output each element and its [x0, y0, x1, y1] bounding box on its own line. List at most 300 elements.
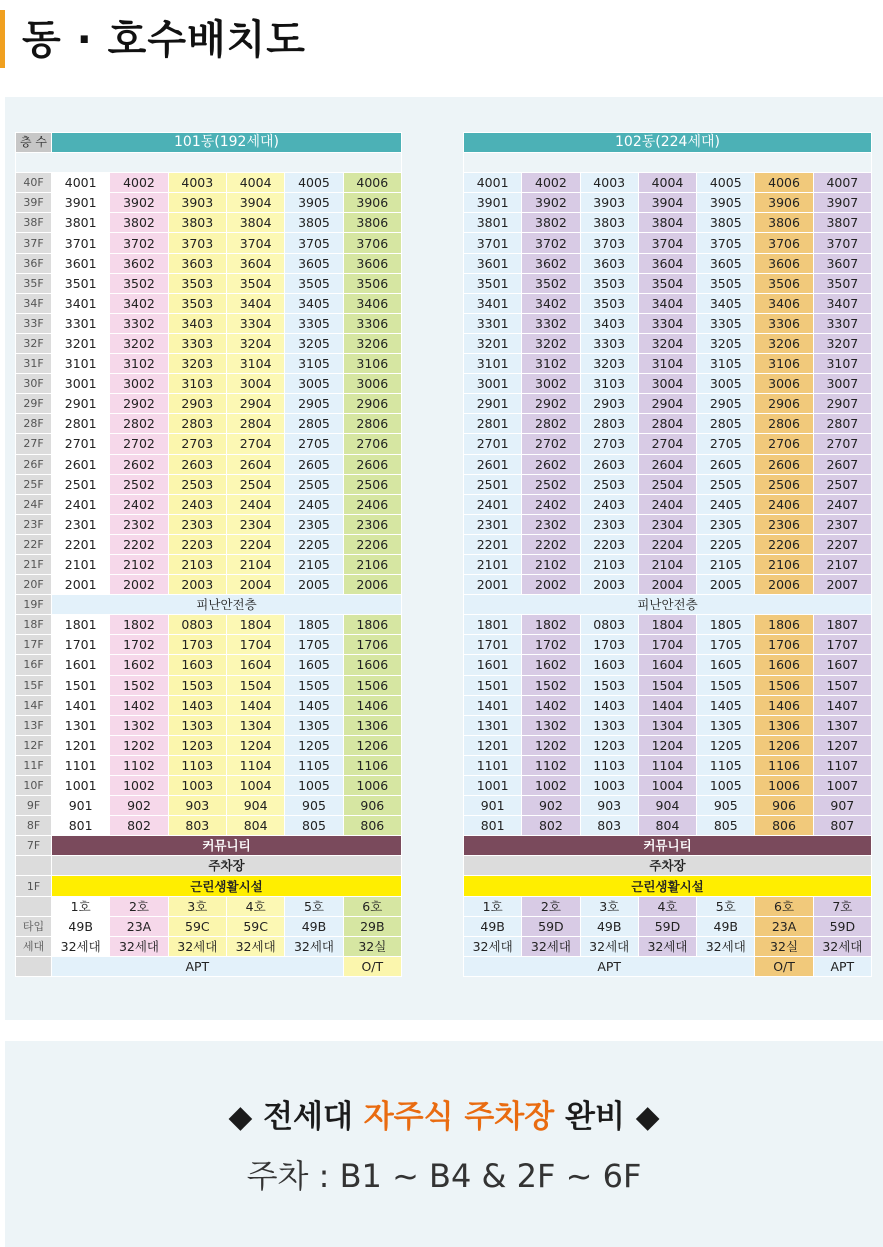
unit-cell: 807 — [813, 816, 871, 836]
unit-cell: 3006 — [343, 374, 401, 394]
unit-cell: 0803 — [580, 615, 638, 635]
unit-cell: 1702 — [522, 635, 580, 655]
usage-ot: O/T — [755, 956, 813, 976]
floor-label: 23F — [16, 514, 52, 534]
unit-cell: 1105 — [697, 755, 755, 775]
unit-cell: 3402 — [110, 293, 168, 313]
unit-cell: 2404 — [638, 494, 696, 514]
unit-cell: 2603 — [168, 454, 226, 474]
unit-cell: 2405 — [697, 494, 755, 514]
unit-cell: 1306 — [343, 715, 401, 735]
unit-cell: 3701 — [52, 233, 110, 253]
floor-label: 11F — [16, 755, 52, 775]
unit-number-label: 2호 — [522, 896, 580, 916]
unit-cell: 1101 — [464, 755, 522, 775]
unit-cell: 1802 — [110, 615, 168, 635]
unit-cell: 3202 — [110, 333, 168, 353]
floor-label — [16, 856, 52, 876]
floor-label: 22F — [16, 534, 52, 554]
unit-cell: 904 — [226, 796, 284, 816]
unit-number-label: 3호 — [580, 896, 638, 916]
unit-cell: 1207 — [813, 735, 871, 755]
unit-cell: 2007 — [813, 575, 871, 595]
unit-cell: 1301 — [52, 715, 110, 735]
unit-cell: 3401 — [52, 293, 110, 313]
unit-cell: 1605 — [285, 655, 343, 675]
unit-cell: 3306 — [343, 313, 401, 333]
unit-cell: 2204 — [226, 534, 284, 554]
unit-cell: 1701 — [464, 635, 522, 655]
unit-cell: 1801 — [464, 615, 522, 635]
unit-type: 59C — [226, 916, 284, 936]
unit-cell: 3206 — [755, 333, 813, 353]
unit-cell: 1305 — [285, 715, 343, 735]
floor-label: 36F — [16, 253, 52, 273]
unit-cell: 3105 — [285, 354, 343, 374]
unit-cell: 2903 — [168, 394, 226, 414]
unit-cell: 905 — [285, 796, 343, 816]
household-count: 32실 — [343, 936, 401, 956]
unit-cell: 2306 — [755, 514, 813, 534]
refuge-floor-label: 피난안전층 — [52, 595, 402, 615]
unit-cell: 2503 — [168, 474, 226, 494]
unit-cell: 1402 — [522, 695, 580, 715]
floor-label: 34F — [16, 293, 52, 313]
unit-cell: 4002 — [522, 173, 580, 193]
unit-cell: 2103 — [580, 554, 638, 574]
unit-cell: 3405 — [697, 293, 755, 313]
unit-cell: 2402 — [110, 494, 168, 514]
unit-cell: 1401 — [52, 695, 110, 715]
unit-cell: 1705 — [697, 635, 755, 655]
unit-cell: 3406 — [755, 293, 813, 313]
unit-cell: 3004 — [226, 374, 284, 394]
unit-cell: 3002 — [522, 374, 580, 394]
unit-cell: 3605 — [697, 253, 755, 273]
unit-cell: 1205 — [697, 735, 755, 755]
unit-cell: 1006 — [343, 776, 401, 796]
unit-cell: 3407 — [813, 293, 871, 313]
unit-cell: 3805 — [697, 213, 755, 233]
unit-cell: 2102 — [522, 554, 580, 574]
unit-cell: 3301 — [52, 313, 110, 333]
unit-number-label: 6호 — [755, 896, 813, 916]
unit-cell: 2906 — [343, 394, 401, 414]
unit-cell: 2406 — [755, 494, 813, 514]
unit-cell: 2106 — [755, 554, 813, 574]
unit-cell: 2302 — [110, 514, 168, 534]
unit-cell: 3902 — [110, 193, 168, 213]
unit-number-label: 5호 — [285, 896, 343, 916]
unit-cell: 2805 — [697, 414, 755, 434]
unit-cell: 1806 — [343, 615, 401, 635]
unit-cell: 3502 — [522, 273, 580, 293]
unit-cell: 1602 — [522, 655, 580, 675]
unit-cell: 906 — [343, 796, 401, 816]
unit-cell: 905 — [697, 796, 755, 816]
unit-cell: 2202 — [110, 534, 168, 554]
unit-cell: 801 — [464, 816, 522, 836]
unit-cell: 1501 — [52, 675, 110, 695]
unit-cell: 805 — [697, 816, 755, 836]
unit-cell: 2205 — [285, 534, 343, 554]
household-count: 32실 — [755, 936, 813, 956]
unit-cell: 3601 — [464, 253, 522, 273]
unit-cell: 2902 — [522, 394, 580, 414]
diamond-icon: ◆ — [635, 1099, 660, 1135]
unit-cell: 3705 — [697, 233, 755, 253]
floor-label: 31F — [16, 354, 52, 374]
unit-type: 49B — [580, 916, 638, 936]
unit-cell: 3403 — [168, 313, 226, 333]
floor-label: 29F — [16, 394, 52, 414]
unit-cell: 2706 — [755, 434, 813, 454]
unit-number-label: 1호 — [464, 896, 522, 916]
unit-cell: 1506 — [343, 675, 401, 695]
unit-cell: 3802 — [110, 213, 168, 233]
unit-cell: 2501 — [464, 474, 522, 494]
unit-cell: 1506 — [755, 675, 813, 695]
unit-cell: 1706 — [343, 635, 401, 655]
unit-cell: 3501 — [52, 273, 110, 293]
unit-cell: 2106 — [343, 554, 401, 574]
unit-cell: 1103 — [168, 755, 226, 775]
unit-cell: 1004 — [638, 776, 696, 796]
unit-cell: 904 — [638, 796, 696, 816]
unit-cell: 803 — [580, 816, 638, 836]
unit-cell: 2304 — [638, 514, 696, 534]
unit-cell: 1805 — [285, 615, 343, 635]
unit-cell: 2407 — [813, 494, 871, 514]
household-count: 32세대 — [638, 936, 696, 956]
unit-type: 59C — [168, 916, 226, 936]
unit-cell: 3706 — [343, 233, 401, 253]
unit-cell: 2306 — [343, 514, 401, 534]
unit-type: 23A — [110, 916, 168, 936]
unit-cell: 3806 — [755, 213, 813, 233]
unit-cell: 1603 — [580, 655, 638, 675]
unit-cell: 1001 — [52, 776, 110, 796]
unit-cell: 3302 — [110, 313, 168, 333]
unit-cell: 2205 — [697, 534, 755, 554]
unit-cell: 802 — [110, 816, 168, 836]
unit-cell: 2701 — [464, 434, 522, 454]
unit-cell: 3403 — [580, 313, 638, 333]
unit-cell: 2003 — [168, 575, 226, 595]
retail-floor-label: 근린생활시설 — [464, 876, 872, 896]
unit-cell: 3001 — [464, 374, 522, 394]
floor-label: 33F — [16, 313, 52, 333]
unit-cell: 2302 — [522, 514, 580, 534]
unit-cell: 1704 — [226, 635, 284, 655]
unit-cell: 3103 — [580, 374, 638, 394]
unit-cell: 2301 — [52, 514, 110, 534]
unit-cell: 3902 — [522, 193, 580, 213]
unit-cell: 4003 — [168, 173, 226, 193]
units-row-label: 세대 — [16, 936, 52, 956]
unit-cell: 1002 — [110, 776, 168, 796]
unit-cell: 2701 — [52, 434, 110, 454]
unit-cell: 4001 — [464, 173, 522, 193]
unit-cell: 3404 — [638, 293, 696, 313]
unit-cell: 3901 — [52, 193, 110, 213]
page-title: 동 · 호수배치도 — [22, 17, 306, 63]
unit-cell: 3201 — [52, 333, 110, 353]
unit-cell: 1306 — [755, 715, 813, 735]
unit-cell: 3503 — [580, 273, 638, 293]
unit-cell: 1203 — [168, 735, 226, 755]
unit-cell: 3204 — [638, 333, 696, 353]
floor-label: 16F — [16, 655, 52, 675]
unit-cell: 1804 — [226, 615, 284, 635]
unit-cell: 2804 — [638, 414, 696, 434]
unit-cell: 1202 — [110, 735, 168, 755]
unit-cell: 2801 — [52, 414, 110, 434]
unit-cell: 801 — [52, 816, 110, 836]
unit-number-label: 6호 — [343, 896, 401, 916]
unit-cell: 3305 — [285, 313, 343, 333]
unit-cell: 3501 — [464, 273, 522, 293]
usage-apt: APT — [52, 956, 344, 976]
unit-cell: 3106 — [755, 354, 813, 374]
unit-cell: 3506 — [343, 273, 401, 293]
unit-cell: 4004 — [638, 173, 696, 193]
unit-cell: 2004 — [226, 575, 284, 595]
floor-label: 30F — [16, 374, 52, 394]
unit-cell: 2305 — [285, 514, 343, 534]
usage-ot: O/T — [343, 956, 401, 976]
parking-headline — [5, 1091, 883, 1136]
unit-cell: 1102 — [110, 755, 168, 775]
unit-cell: 2504 — [226, 474, 284, 494]
unit-cell: 2402 — [522, 494, 580, 514]
unit-type: 59D — [638, 916, 696, 936]
floor-label: 35F — [16, 273, 52, 293]
unit-cell: 1806 — [755, 615, 813, 635]
unit-cell: 1106 — [343, 755, 401, 775]
unit-cell: 2906 — [755, 394, 813, 414]
unit-cell: 2806 — [755, 414, 813, 434]
unit-cell: 2507 — [813, 474, 871, 494]
unit-cell: 2401 — [52, 494, 110, 514]
unit-cell: 2005 — [285, 575, 343, 595]
unit-cell: 2107 — [813, 554, 871, 574]
floor-label: 26F — [16, 454, 52, 474]
unit-cell: 3607 — [813, 253, 871, 273]
unit-cell: 3102 — [522, 354, 580, 374]
usage-row-label — [16, 956, 52, 976]
unit-cell: 2907 — [813, 394, 871, 414]
unit-cell: 1402 — [110, 695, 168, 715]
unit-cell: 1403 — [168, 695, 226, 715]
unit-cell: 1801 — [52, 615, 110, 635]
unit-cell: 3807 — [813, 213, 871, 233]
floor-label: 12F — [16, 735, 52, 755]
unit-cell: 3101 — [52, 354, 110, 374]
unit-cell: 2506 — [755, 474, 813, 494]
unit-type: 29B — [343, 916, 401, 936]
unit-cell: 3602 — [110, 253, 168, 273]
floor-label: 13F — [16, 715, 52, 735]
unit-cell: 2707 — [813, 434, 871, 454]
unit-cell: 2006 — [755, 575, 813, 595]
floor-label: 20F — [16, 575, 52, 595]
usage-apt: APT — [813, 956, 871, 976]
unit-cell: 2801 — [464, 414, 522, 434]
unit-cell: 2006 — [343, 575, 401, 595]
floor-label: 17F — [16, 635, 52, 655]
unit-cell: 3505 — [697, 273, 755, 293]
unit-number-label: 4호 — [226, 896, 284, 916]
unit-cell: 1204 — [226, 735, 284, 755]
unit-cell: 2604 — [226, 454, 284, 474]
unit-cell: 2502 — [522, 474, 580, 494]
unit-cell: 3603 — [580, 253, 638, 273]
unit-cell: 2506 — [343, 474, 401, 494]
unit-cell: 2104 — [638, 554, 696, 574]
unit-cell: 806 — [755, 816, 813, 836]
unit-number-label: 2호 — [110, 896, 168, 916]
unit-cell: 3005 — [697, 374, 755, 394]
unit-cell: 3804 — [638, 213, 696, 233]
household-count: 32세대 — [580, 936, 638, 956]
unit-cell: 2405 — [285, 494, 343, 514]
unit-cell: 3803 — [168, 213, 226, 233]
unit-cell: 2207 — [813, 534, 871, 554]
unit-cell: 2404 — [226, 494, 284, 514]
unit-number-label: 5호 — [697, 896, 755, 916]
unit-cell: 2601 — [52, 454, 110, 474]
unit-cell: 3504 — [638, 273, 696, 293]
unit-cell: 3906 — [755, 193, 813, 213]
unit-cell: 1302 — [110, 715, 168, 735]
unit-cell: 3906 — [343, 193, 401, 213]
unit-cell: 1003 — [580, 776, 638, 796]
unit-cell: 1505 — [285, 675, 343, 695]
household-count: 32세대 — [226, 936, 284, 956]
unit-cell: 3103 — [168, 374, 226, 394]
unit-cell: 3905 — [697, 193, 755, 213]
unit-cell: 3701 — [464, 233, 522, 253]
unit-cell: 1206 — [755, 735, 813, 755]
unit-cell: 3102 — [110, 354, 168, 374]
unit-cell: 3305 — [697, 313, 755, 333]
unit-cell: 1005 — [697, 776, 755, 796]
unit-cell: 3604 — [226, 253, 284, 273]
unit-cell: 1706 — [755, 635, 813, 655]
unit-cell: 2804 — [226, 414, 284, 434]
unit-cell: 2206 — [755, 534, 813, 554]
floor-label: 1F — [16, 876, 52, 896]
unit-cell: 3005 — [285, 374, 343, 394]
unit-cell: 4005 — [697, 173, 755, 193]
unit-cell: 2105 — [697, 554, 755, 574]
unit-cell: 3006 — [755, 374, 813, 394]
headline-text-b: 완비 — [565, 1099, 625, 1135]
floor-label: 15F — [16, 675, 52, 695]
unit-cell: 1504 — [226, 675, 284, 695]
unit-cell: 2104 — [226, 554, 284, 574]
floor-label-empty — [16, 896, 52, 916]
unit-cell: 4001 — [52, 173, 110, 193]
floor-label: 38F — [16, 213, 52, 233]
unit-cell: 3904 — [638, 193, 696, 213]
unit-cell: 3702 — [110, 233, 168, 253]
unit-cell: 1201 — [52, 735, 110, 755]
unit-cell: 2203 — [580, 534, 638, 554]
unit-cell: 2202 — [522, 534, 580, 554]
building-name: 101동(192세대) — [52, 133, 402, 153]
unit-cell: 3404 — [226, 293, 284, 313]
floor-label: 40F — [16, 173, 52, 193]
unit-cell: 1106 — [755, 755, 813, 775]
floor-label: 7F — [16, 836, 52, 856]
unit-cell: 1205 — [285, 735, 343, 755]
unit-cell: 1001 — [464, 776, 522, 796]
parking-levels: 주차 : B1 ~ B4 & 2F ~ 6F — [246, 1157, 642, 1195]
household-count: 32세대 — [464, 936, 522, 956]
unit-cell: 2802 — [110, 414, 168, 434]
unit-cell: 3204 — [226, 333, 284, 353]
unit-cell: 2307 — [813, 514, 871, 534]
retail-floor-label: 근린생활시설 — [52, 876, 402, 896]
unit-cell: 1105 — [285, 755, 343, 775]
unit-cell: 3805 — [285, 213, 343, 233]
unit-cell: 3207 — [813, 333, 871, 353]
unit-number-label: 1호 — [52, 896, 110, 916]
unit-cell: 3406 — [343, 293, 401, 313]
unit-cell: 3104 — [638, 354, 696, 374]
unit-cell: 2905 — [697, 394, 755, 414]
unit-cell: 3602 — [522, 253, 580, 273]
building-102-table — [463, 132, 872, 977]
floor-label: 18F — [16, 615, 52, 635]
unit-cell: 3301 — [464, 313, 522, 333]
community-floor-label: 커뮤니티 — [464, 836, 872, 856]
unit-cell: 2806 — [343, 414, 401, 434]
unit-cell: 1304 — [638, 715, 696, 735]
unit-cell: 3703 — [580, 233, 638, 253]
unit-cell: 3007 — [813, 374, 871, 394]
unit-number-label: 7호 — [813, 896, 871, 916]
unit-cell: 1504 — [638, 675, 696, 695]
unit-cell: 3806 — [343, 213, 401, 233]
unit-cell: 2406 — [343, 494, 401, 514]
unit-cell: 3707 — [813, 233, 871, 253]
unit-cell: 2905 — [285, 394, 343, 414]
unit-cell: 1501 — [464, 675, 522, 695]
unit-cell: 3907 — [813, 193, 871, 213]
unit-cell: 3402 — [522, 293, 580, 313]
unit-cell: 2505 — [285, 474, 343, 494]
unit-cell: 2807 — [813, 414, 871, 434]
unit-cell: 3303 — [580, 333, 638, 353]
unit-cell: 2102 — [110, 554, 168, 574]
unit-cell: 2704 — [226, 434, 284, 454]
unit-cell: 1201 — [464, 735, 522, 755]
unit-cell: 3605 — [285, 253, 343, 273]
floor-header-label: 층 수 — [16, 133, 52, 153]
unit-cell: 3905 — [285, 193, 343, 213]
unit-cell: 1307 — [813, 715, 871, 735]
unit-cell: 2904 — [638, 394, 696, 414]
unit-cell: 1602 — [110, 655, 168, 675]
unit-cell: 1604 — [226, 655, 284, 675]
unit-cell: 2101 — [464, 554, 522, 574]
floor-label: 37F — [16, 233, 52, 253]
unit-cell: 1206 — [343, 735, 401, 755]
unit-cell: 2004 — [638, 575, 696, 595]
